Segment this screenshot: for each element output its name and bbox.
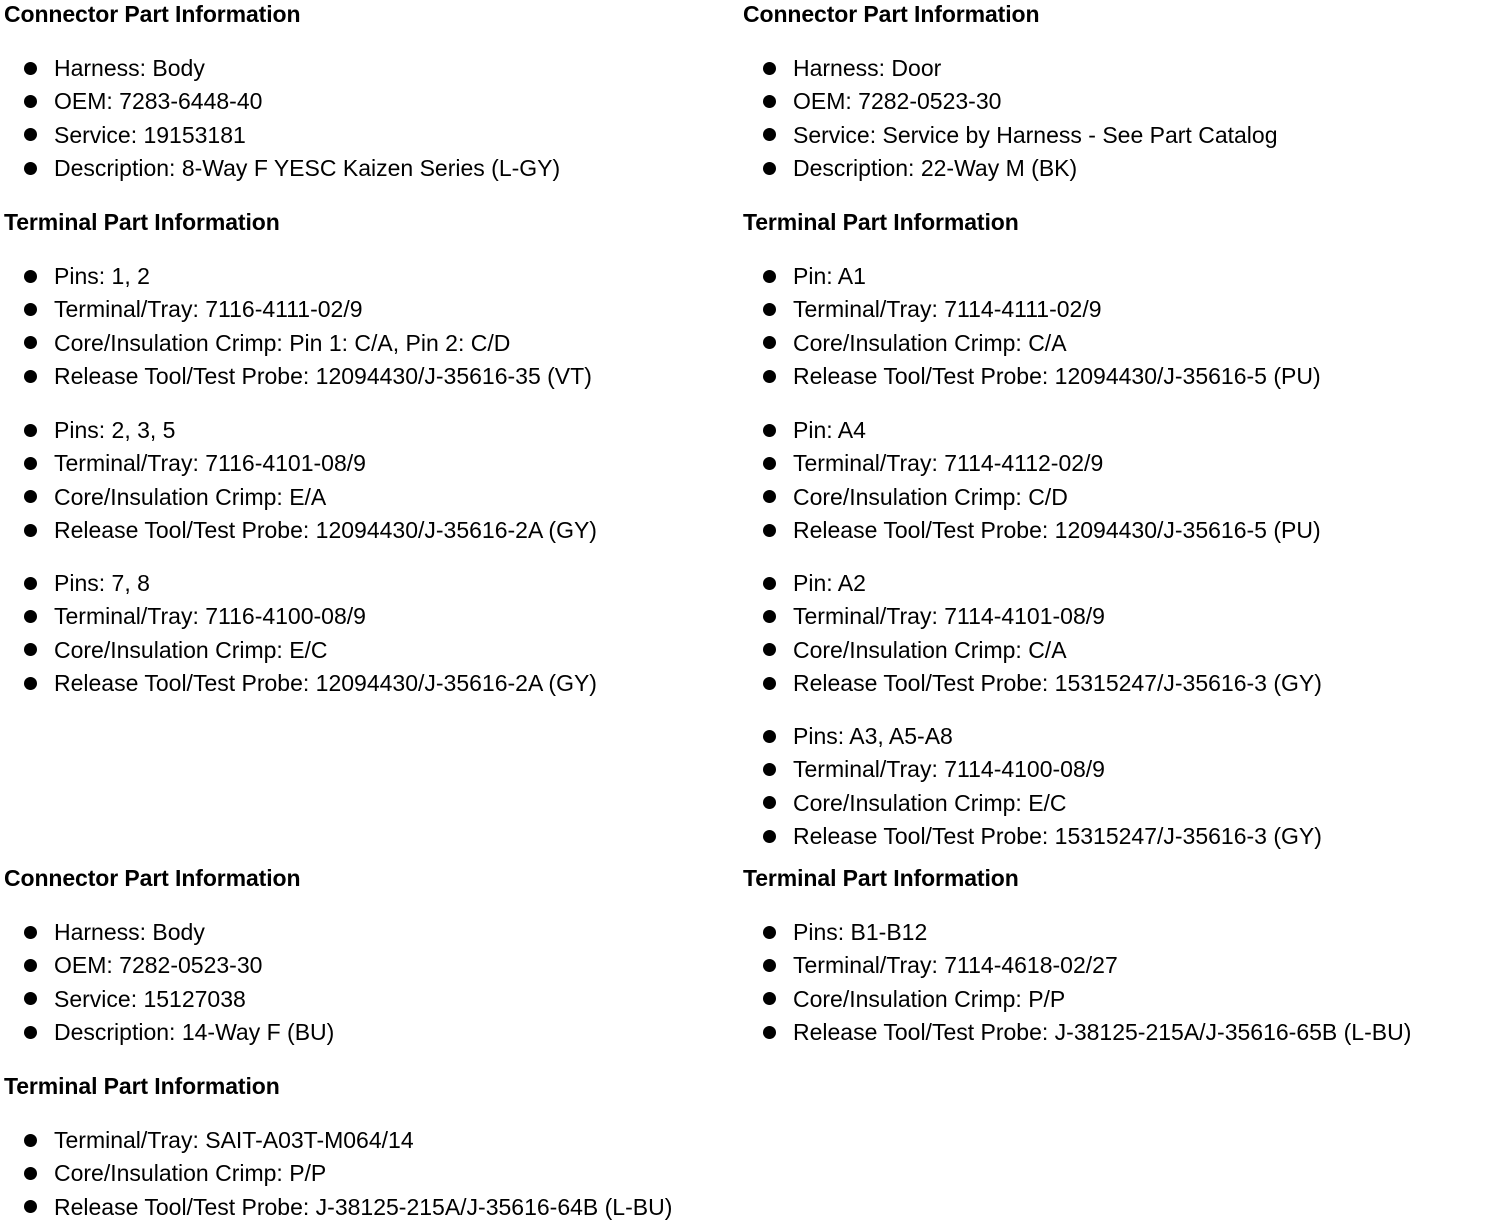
list-item: Core/Insulation Crimp: Pin 1: C/A, Pin 2: C/D: [24, 327, 592, 360]
bullet-icon: [24, 162, 37, 175]
list-item: Pins: 1, 2: [24, 260, 592, 293]
bullet-icon: [24, 610, 37, 623]
list-item: Terminal/Tray: 7114-4618-02/27: [763, 949, 1411, 982]
list-item: Harness: Body: [24, 52, 560, 85]
bullet-icon: [763, 643, 776, 656]
bullet-icon: [24, 1134, 37, 1147]
list-item: Core/Insulation Crimp: E/C: [763, 787, 1322, 820]
bullet-icon: [24, 1200, 37, 1213]
bullet-icon: [24, 677, 37, 690]
left-connector-list-1: [24, 52, 560, 185]
list-item: Release Tool/Test Probe: 15315247/J-35616-3 (GY): [763, 820, 1322, 853]
bullet-icon: [24, 370, 37, 383]
bullet-icon: [24, 303, 37, 316]
left-connector-list-2: [24, 916, 334, 1049]
right-terminal-heading-1: Terminal Part Information: [743, 209, 1019, 235]
list-item: Terminal/Tray: 7114-4100-08/9: [763, 753, 1322, 786]
left-terminal-group-3: [24, 567, 597, 700]
list-item: Pins: B1-B12: [763, 916, 1411, 949]
left-connector-heading-1: Connector Part Information: [4, 1, 301, 27]
list-item: Pin: A2: [763, 567, 1322, 600]
bullet-icon: [24, 457, 37, 470]
list-item: Core/Insulation Crimp: C/D: [763, 481, 1321, 514]
left-terminal-group-1: [24, 260, 592, 393]
bullet-icon: [24, 959, 37, 972]
bullet-icon: [24, 424, 37, 437]
bullet-icon: [24, 1167, 37, 1180]
list-item: Release Tool/Test Probe: 12094430/J-35616-2A (GY): [24, 514, 597, 547]
bullet-icon: [763, 830, 776, 843]
bullet-icon: [763, 926, 776, 939]
left-terminal-heading-2: Terminal Part Information: [4, 1073, 280, 1099]
right-terminal-group-4: [763, 720, 1322, 853]
list-item: Pin: A1: [763, 260, 1321, 293]
list-item: Description: 22-Way M (BK): [763, 152, 1277, 185]
bullet-icon: [763, 128, 776, 141]
list-item: Pins: 2, 3, 5: [24, 414, 597, 447]
bullet-icon: [24, 128, 37, 141]
list-item: Terminal/Tray: SAIT-A03T-M064/14: [24, 1124, 672, 1157]
bullet-icon: [763, 959, 776, 972]
list-item: Core/Insulation Crimp: C/A: [763, 327, 1321, 360]
bullet-icon: [24, 992, 37, 1005]
bullet-icon: [763, 457, 776, 470]
list-item: Harness: Body: [24, 916, 334, 949]
bullet-icon: [763, 162, 776, 175]
list-item: OEM: 7282-0523-30: [763, 85, 1277, 118]
bullet-icon: [763, 424, 776, 437]
bullet-icon: [763, 270, 776, 283]
left-connector-heading-2: Connector Part Information: [4, 865, 301, 891]
bullet-icon: [24, 336, 37, 349]
bullet-icon: [763, 577, 776, 590]
list-item: Terminal/Tray: 7114-4101-08/9: [763, 600, 1322, 633]
list-item: Terminal/Tray: 7116-4100-08/9: [24, 600, 597, 633]
bullet-icon: [24, 926, 37, 939]
list-item: Description: 8-Way F YESC Kaizen Series (L-GY): [24, 152, 560, 185]
right-connector-heading-1: Connector Part Information: [743, 1, 1040, 27]
bullet-icon: [763, 796, 776, 809]
list-item: Harness: Door: [763, 52, 1277, 85]
list-item: Release Tool/Test Probe: J-38125-215A/J-35616-64B (L-BU): [24, 1191, 672, 1224]
bullet-icon: [24, 490, 37, 503]
bullet-icon: [24, 524, 37, 537]
list-item: Release Tool/Test Probe: 12094430/J-35616-5 (PU): [763, 514, 1321, 547]
list-item: Core/Insulation Crimp: C/A: [763, 634, 1322, 667]
left-terminal-heading-1: Terminal Part Information: [4, 209, 280, 235]
right-terminal-list-2: [763, 916, 1411, 1049]
bullet-icon: [763, 62, 776, 75]
list-item: Terminal/Tray: 7114-4111-02/9: [763, 293, 1321, 326]
list-item: Release Tool/Test Probe: 12094430/J-35616-5 (PU): [763, 360, 1321, 393]
list-item: Core/Insulation Crimp: P/P: [763, 983, 1411, 1016]
bullet-icon: [763, 610, 776, 623]
bullet-icon: [763, 303, 776, 316]
list-item: Terminal/Tray: 7116-4111-02/9: [24, 293, 592, 326]
bullet-icon: [24, 62, 37, 75]
list-item: Core/Insulation Crimp: P/P: [24, 1157, 672, 1190]
list-item: Service: Service by Harness - See Part Catalog: [763, 119, 1277, 152]
list-item: Terminal/Tray: 7114-4112-02/9: [763, 447, 1321, 480]
list-item: OEM: 7283-6448-40: [24, 85, 560, 118]
bullet-icon: [24, 95, 37, 108]
list-item: Pins: A3, A5-A8: [763, 720, 1322, 753]
list-item: Core/Insulation Crimp: E/C: [24, 634, 597, 667]
list-item: Service: 19153181: [24, 119, 560, 152]
left-terminal-group-2: [24, 414, 597, 547]
list-item: Terminal/Tray: 7116-4101-08/9: [24, 447, 597, 480]
bullet-icon: [24, 577, 37, 590]
bullet-icon: [763, 95, 776, 108]
bullet-icon: [763, 992, 776, 1005]
list-item: Pin: A4: [763, 414, 1321, 447]
list-item: Release Tool/Test Probe: 12094430/J-35616-2A (GY): [24, 667, 597, 700]
list-item: Core/Insulation Crimp: E/A: [24, 481, 597, 514]
bullet-icon: [24, 1026, 37, 1039]
bullet-icon: [763, 524, 776, 537]
bullet-icon: [763, 1026, 776, 1039]
right-terminal-group-1: [763, 260, 1321, 393]
bullet-icon: [763, 677, 776, 690]
list-item: Release Tool/Test Probe: J-38125-215A/J-35616-65B (L-BU): [763, 1016, 1411, 1049]
list-item: Release Tool/Test Probe: 12094430/J-35616-35 (VT): [24, 360, 592, 393]
right-terminal-group-2: [763, 414, 1321, 547]
bullet-icon: [763, 370, 776, 383]
list-item: Description: 14-Way F (BU): [24, 1016, 334, 1049]
list-item: Release Tool/Test Probe: 15315247/J-35616-3 (GY): [763, 667, 1322, 700]
list-item: Pins: 7, 8: [24, 567, 597, 600]
list-item: OEM: 7282-0523-30: [24, 949, 334, 982]
right-connector-list-1: [763, 52, 1277, 185]
list-item: Service: 15127038: [24, 983, 334, 1016]
bullet-icon: [24, 643, 37, 656]
bullet-icon: [763, 763, 776, 776]
bullet-icon: [763, 490, 776, 503]
right-terminal-heading-2: Terminal Part Information: [743, 865, 1019, 891]
left-terminal-list-2: [24, 1124, 672, 1224]
bullet-icon: [763, 730, 776, 743]
bullet-icon: [24, 270, 37, 283]
right-terminal-group-3: [763, 567, 1322, 700]
bullet-icon: [763, 336, 776, 349]
